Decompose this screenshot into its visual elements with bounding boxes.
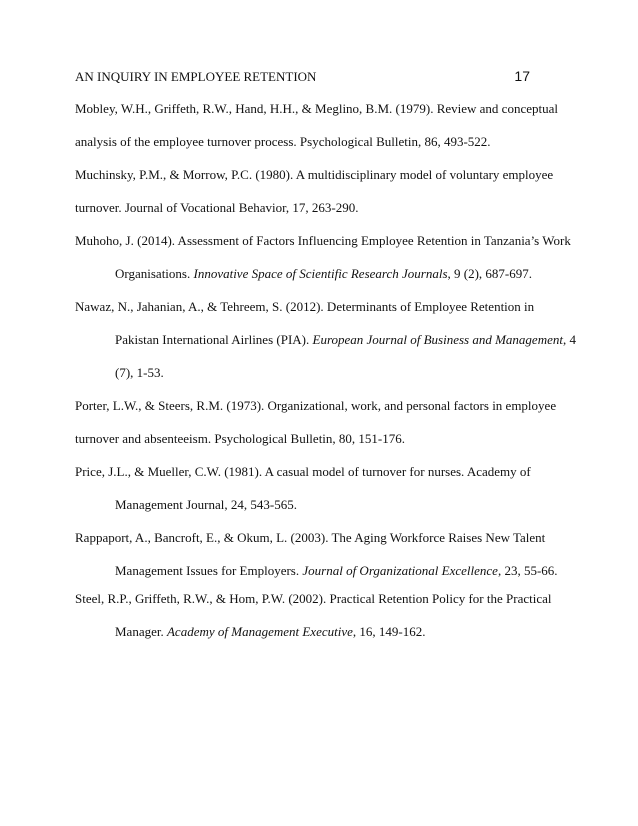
page-number: 17 (514, 68, 530, 84)
reference-line-indented (75, 331, 576, 364)
reference-entry-price (75, 463, 545, 529)
reference-line: Porter, L.W., & Steers, R.M. (1973). Organizational, work, and personal factors in employee (75, 398, 557, 413)
reference-entry-steel (75, 590, 552, 656)
reference-line-indented: (7), 1-53. (115, 365, 164, 380)
reference-entry-nawaz (75, 298, 576, 397)
reference-text: , 4 (562, 332, 576, 347)
journal-title: Innovative Space of Scientific Research Journals (193, 266, 448, 281)
reference-line: turnover and absenteeism. Psychological Bulletin, 80, 151-176. (75, 431, 405, 446)
journal-title: European Journal of Business and Management (312, 332, 563, 347)
reference-text: Pakistan International Airlines (PIA). (115, 332, 313, 347)
reference-line-indented (75, 265, 545, 298)
reference-line: turnover. Journal of Vocational Behavior, 17, 263-290. (75, 200, 359, 215)
reference-entry-muchinsky (75, 166, 554, 232)
reference-entry-rappaport (75, 529, 558, 590)
reference-line-indented (75, 623, 545, 656)
reference-line-indented (75, 562, 558, 590)
reference-line-indented: Management Journal, 24, 543-565. (115, 497, 297, 512)
reference-line: Steel, R.P., Griffeth, R.W., & Hom, P.W. (2002). Practical Retention Policy for the Practical (75, 591, 552, 606)
reference-entry-mobley (75, 100, 558, 166)
journal-title: Academy of Management Executive (166, 624, 353, 639)
running-header (75, 69, 530, 87)
running-head-title: AN INQUIRY IN EMPLOYEE RETENTION (75, 69, 317, 84)
reference-text: , 16, 149-162. (352, 624, 426, 639)
reference-text: Organisations. (115, 266, 194, 281)
journal-title: Journal of Organizational Excellence (302, 563, 498, 578)
reference-list (75, 100, 576, 656)
reference-line: Mobley, W.H., Griffeth, R.W., Hand, H.H., & Meglino, B.M. (1979). Review and conceptual (75, 101, 558, 116)
reference-text: , 9 (2), 687-697. (447, 266, 533, 281)
reference-text: Management Issues for Employers. (115, 563, 303, 578)
reference-entry-porter (75, 397, 557, 463)
reference-line: Rappaport, A., Bancroft, E., & Okum, L. (2003). The Aging Workforce Raises New Talent (75, 530, 546, 545)
reference-text: , 23, 55-66. (497, 563, 558, 578)
reference-text: Manager. (115, 624, 167, 639)
reference-line: Nawaz, N., Jahanian, A., & Tehreem, S. (2012). Determinants of Employee Retention in (75, 299, 535, 314)
reference-entry-muhoho (75, 232, 571, 298)
reference-line: analysis of the employee turnover process. Psychological Bulletin, 86, 493-522. (75, 134, 491, 149)
reference-line: Muchinsky, P.M., & Morrow, P.C. (1980). A multidisciplinary model of voluntary employee (75, 167, 554, 182)
reference-line: Muhoho, J. (2014). Assessment of Factors Influencing Employee Retention in Tanzania’s Work (75, 233, 571, 248)
reference-line: Price, J.L., & Mueller, C.W. (1981). A casual model of turnover for nurses. Academy of (75, 464, 531, 479)
